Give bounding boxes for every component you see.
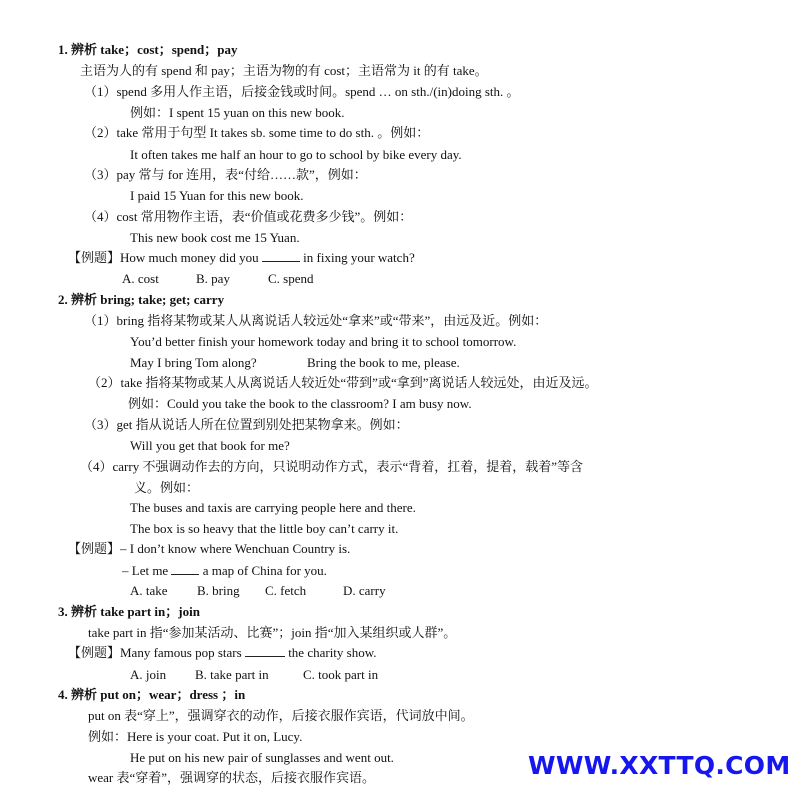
section-2-point-4-example-2: The box is so heavy that the little boy can’t carry it. [130,521,399,536]
option-a: A. join [130,667,167,682]
question-text-before-blank: 【例题】How much money did you [68,250,259,265]
section-3-title: 3. 辨析 take part in；join [58,604,200,619]
section-4-point-1: put on 表“穿上”，强调穿衣的动作，后接衣服作宾语，代词放中间。 [88,708,474,723]
question-text-before-blank: 【例题】Many famous pop stars [68,645,242,660]
section-2-question-line-2 [122,562,327,580]
section-1-point-3-example: I paid 15 Yuan for this new book. [130,188,304,203]
section-4-point-2: wear 表“穿着”，强调穿的状态，后接衣服作宾语。 [88,770,376,785]
option-a: A. cost [122,271,159,286]
option-b: B. bring [197,583,240,598]
section-1-point-1: （1）spend 多用人作主语，后接金钱或时间。spend … on sth./(in)doing sth. 。 [84,84,520,99]
option-b: B. pay [196,271,230,286]
section-1-point-2: （2）take 常用于句型 It takes sb. some time to do sth. 。例如： [84,125,430,140]
section-2-question-line-1: 【例题】– I don’t know where Wenchuan Country is. [68,541,351,556]
section-3-question [68,644,377,662]
watermark-text: WWW.XXTTQ.COM [528,751,791,780]
section-2-point-1-example-2: May I bring Tom along? [130,355,257,370]
section-1-point-4-example: This new book cost me 15 Yuan. [130,230,300,245]
section-1-point-3: （3）pay 常与 for 连用，表“付给……款”，例如： [84,167,367,182]
section-1-question [68,249,415,267]
answer-blank [262,249,300,262]
question-text-after-blank: in fixing your watch? [303,250,415,265]
section-3-point-1: take part in 指“参加某活动、比赛”；join 指“加入某组织或人群”。 [88,625,457,640]
section-2-point-4-continued: 义。例如： [134,480,200,495]
section-2-point-1-example-1: You’d better finish your homework today and bring it to school tomorrow. [130,334,517,349]
section-1-title: 1. 辨析 take；cost；spend；pay [58,42,238,57]
section-1-point-4: （4）cost 常用物作主语，表“价值或花费多少钱”。例如： [84,209,413,224]
answer-blank [245,644,285,657]
question-text-before-blank: – Let me [122,563,169,578]
answer-blank [171,562,199,575]
option-d: D. carry [343,583,386,598]
section-4-title: 4. 辨析 put on；wear；dress ；in [58,687,246,702]
section-3-options [130,666,378,684]
section-2-point-2-example: 例如：Could you take the book to the classroom? I am busy now. [128,396,472,411]
section-2-point-4-example-1: The buses and taxis are carrying people here and there. [130,500,416,515]
section-1-point-2-example: It often takes me half an hour to go to school by bike every day. [130,147,462,162]
question-text-after-blank: the charity show. [288,645,377,660]
section-2-point-3: （3）get 指从说话人所在位置到别处把某物拿来。例如： [84,417,409,432]
section-2-point-1: （1）bring 指将某物或某人从离说话人较远处“拿来”或“带来”，由远及近。例如： [84,313,548,328]
section-2-point-2: （2）take 指将某物或某人从离说话人较近处“带到”或“拿到”离说话人较远处，由近及远。 [88,375,598,390]
section-2-options [130,582,386,600]
section-1-options [122,270,314,288]
section-1-point-1-example: 例如：I spent 15 yuan on this new book. [130,105,345,120]
section-2-point-1-example-3: Bring the book to me, please. [307,355,460,370]
section-2-title: 2. 辨析 bring; take; get; carry [58,292,225,307]
section-4-point-1-example-2: He put on his new pair of sunglasses and went out. [130,750,394,765]
section-2-point-3-example: Will you get that book for me? [130,438,290,453]
option-a: A. take [130,583,168,598]
section-1-intro: 主语为人的有 spend 和 pay；主语为物的有 cost；主语常为 it 的有 take。 [80,63,488,78]
section-2-point-4: （4）carry 不强调动作去的方向，只说明动作方式，表示“背着，扛着，提着，载着”等含 [80,459,583,474]
section-4-point-1-example-1: 例如：Here is your coat. Put it on, Lucy. [88,729,303,744]
option-c: C. took part in [303,667,379,682]
question-text-after-blank: a map of China for you. [202,563,327,578]
option-b: B. take part in [195,667,269,682]
option-c: C. spend [268,271,314,286]
option-c: C. fetch [265,583,307,598]
